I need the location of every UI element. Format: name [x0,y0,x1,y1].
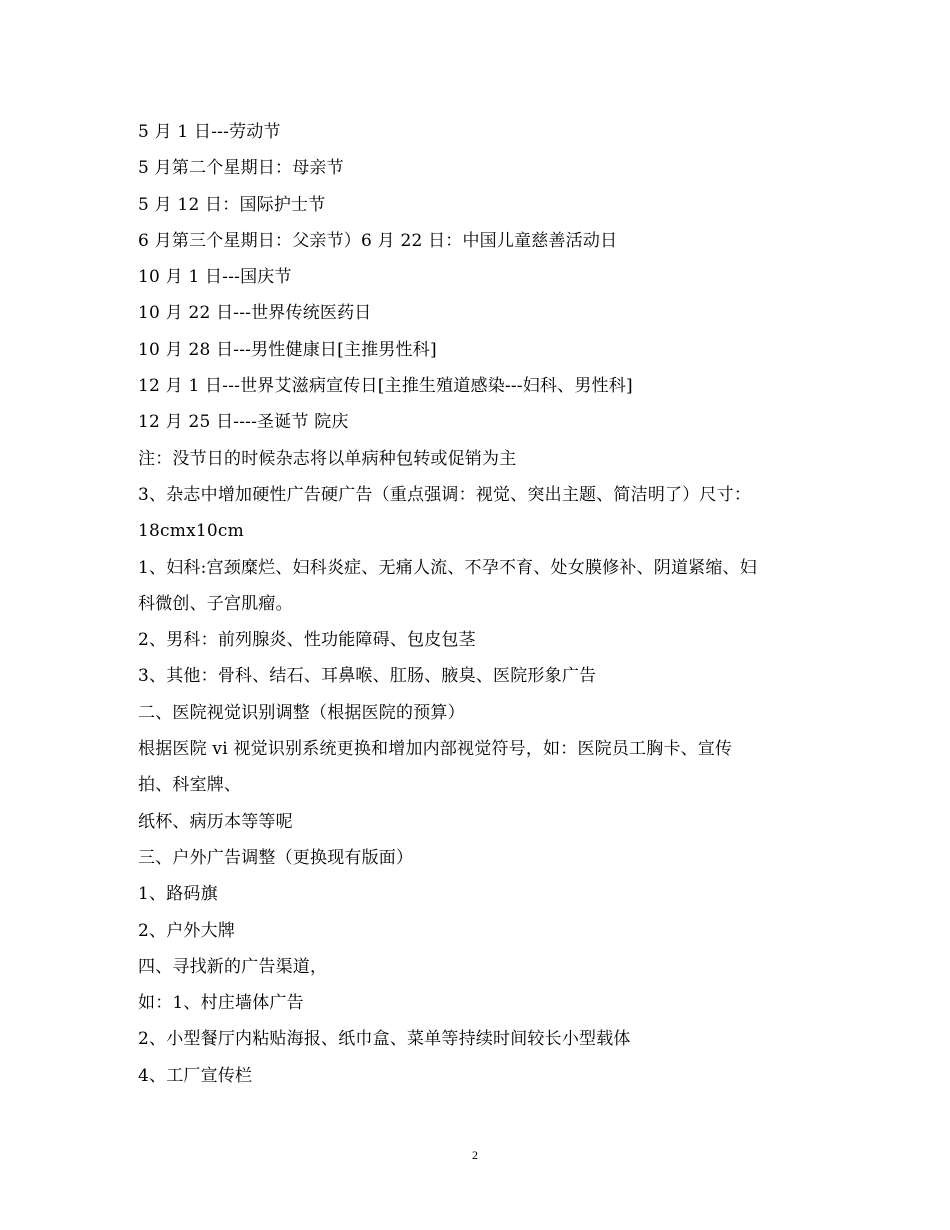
text-line: 2、户外大牌 [138,920,236,941]
text-line: 1、妇科:宫颈糜烂、妇科炎症、无痛人流、不孕不育、处女膜修补、阴道紧缩、妇 [138,557,757,578]
text-line: 5 月 12 日：国际护士节 [138,194,326,215]
section-heading: 四、寻找新的广告渠道， [138,956,328,977]
text-line: 18cmx10cm [138,521,244,542]
document-body [138,114,828,1094]
text-line: 6 月第三个星期日：父亲节）6 月 22 日：中国儿童慈善活动日 [138,230,618,251]
text-line: 注：没节日的时候杂志将以单病种包转或促销为主 [138,448,517,469]
text-line: 3、杂志中增加硬性广告硬广告（重点强调：视觉、突出主题、简洁明了）尺寸： [138,484,752,505]
text-line: 3、其他：骨科、结石、耳鼻喉、肛肠、腋臭、医院形象广告 [138,666,597,687]
section-heading: 三、户外广告调整（更换现有版面） [138,847,414,868]
text-line: 4、工厂宣传栏 [138,1065,253,1086]
text-line: 2、小型餐厅内粘贴海报、纸巾盒、菜单等持续时间较长小型载体 [138,1029,631,1050]
text-line: 根据医院 vi 视觉识别系统更换和增加内部视觉符号，如：医院员工胸卡、宣传 [138,739,733,760]
text-line: 1、路码旗 [138,884,218,905]
text-line: 5 月第二个星期日：母亲节 [138,158,344,179]
text-line: 科微创、子宫肌瘤。 [138,593,293,614]
text-line: 如：1、村庄墙体广告 [138,993,304,1014]
page-number: 2 [472,1148,478,1162]
text-line: 12 月 1 日---世界艾滋病宣传日[主推生殖道感染---妇科、男性科] [138,376,633,397]
text-line: 纸杯、病历本等等呢 [138,811,293,832]
text-line: 2、男科：前列腺炎、性功能障碍、包皮包茎 [138,630,476,651]
text-line: 12 月 25 日----圣诞节 院庆 [138,412,349,433]
text-line: 10 月 1 日---国庆节 [138,267,292,288]
text-line: 5 月 1 日---劳动节 [138,122,281,142]
section-heading: 二、医院视觉识别调整（根据医院的预算） [138,702,465,723]
text-line: 10 月 28 日---男性健康日[主推男性科] [138,339,437,360]
text-line: 10 月 22 日---世界传统医药日 [138,303,372,324]
text-line: 拍、科室牌、 [138,775,242,796]
